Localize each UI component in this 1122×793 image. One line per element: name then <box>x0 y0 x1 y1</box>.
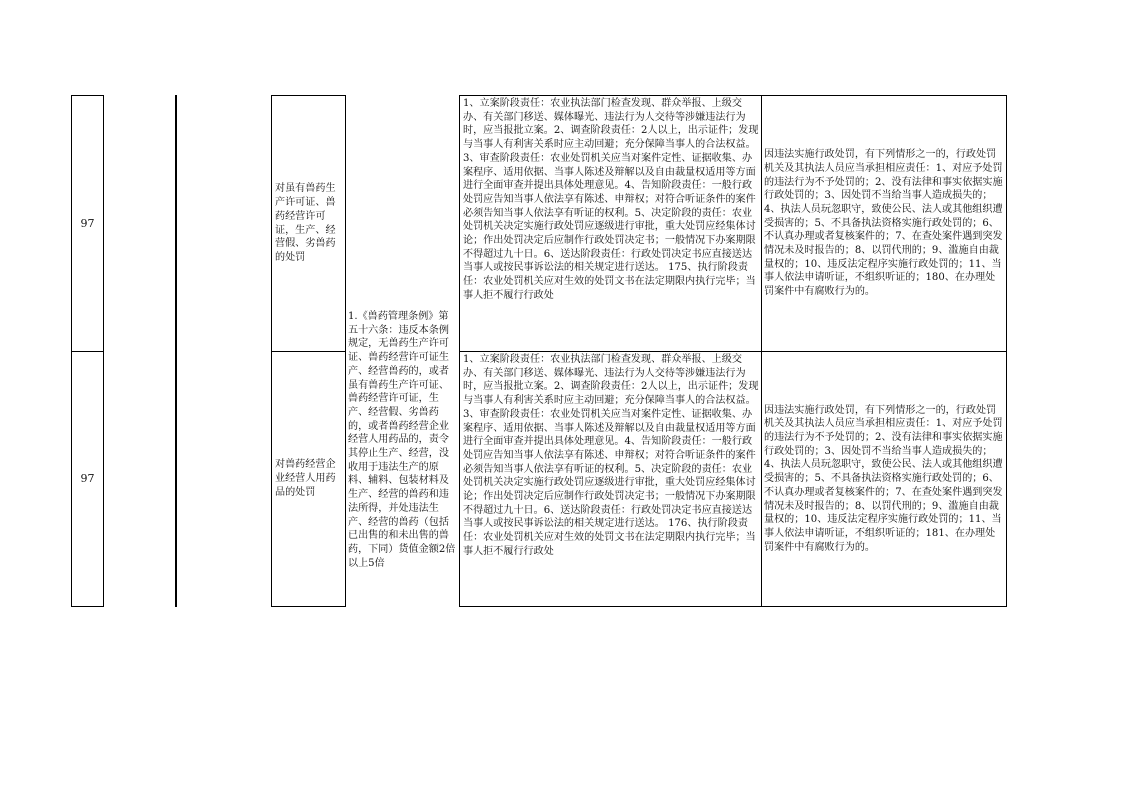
row-2-accountability <box>764 352 1004 606</box>
row-1-number <box>72 96 103 351</box>
row-2-number-text: 97 <box>80 472 95 486</box>
legal-basis <box>348 310 458 608</box>
row-2-responsibility-text: 1、立案阶段责任：农业执法部门检查发现、群众举报、上级交办、有关部门移送、媒体曝光、违法行为人交待等涉嫌违法行为时，应当报批立案。2、调查阶段责任：2人以上，出示证件；发现与当事人有利害关系时应主动回避；充分保障当事人的合法权益。3、审查阶段责任：农业处罚机关应当对案件定性、证据收集、办案程序、适用依据、当事人陈述及辩解以及自由裁量权适用等方面进行全面审查并提出具体处理意见。4、告知阶段责任：一般行政处罚应告知当事人依法享有陈述、申辩权；对符合听证条件的案件必须告知当事人依法享有听证的权利。5、决定阶段的责任：农业处罚机关决定实施行政处罚应逐级进行审批，重大处罚应经集体讨论；作出处罚决定后应制作行政处罚决定书；一般情况下办案期限不得超过九十日。6、送达阶段责任：行政处罚决定书应直接送达当事人或按民事诉讼法的相关规定进行送达。 176、执行阶段责任：农业处罚机关应对生效的处罚文书在法定期限内执行完毕；当事人拒不履行行政处 <box>463 354 759 557</box>
table-border <box>175 95 177 607</box>
row-1-responsibility-text: 1、立案阶段责任：农业执法部门检查发现、群众举报、上级交办、有关部门移送、媒体曝光、违法行为人交待等涉嫌违法行为时，应当报批立案。2、调查阶段责任：2人以上，出示证件；发现与当事人有利害关系时应主动回避；充分保障当事人的合法权益。3、审查阶段责任：农业处罚机关应当对案件定性、证据收集、办案程序、适用依据、当事人陈述及辩解以及自由裁量权适用等方面进行全面审查并提出具体处理意见。4、告知阶段责任：一般行政处罚应告知当事人依法享有陈述、申辩权；对符合听证条件的案件必须告知当事人依法享有听证的权利。5、决定阶段的责任：农业处罚机关决定实施行政处罚应逐级进行审批，重大处罚应经集体讨论；作出处罚决定后应制作行政处罚决定书；一般情况下办案期限不得超过九十日。6、送达阶段责任：行政处罚决定书应直接送达当事人或按民事诉讼法的相关规定进行送达。 175、执行阶段责任：农业处罚机关应对生效的处罚文书在法定期限内执行完毕；当事人拒不履行行政处 <box>463 98 759 301</box>
legal-basis-text: 1.《兽药管理条例》第五十六条：违反本条例规定，无兽药生产许可证、兽药经营许可证生产、经营兽药的，或者虽有兽药生产许可证、兽药经营许可证，生产、经营假、劣兽药的，或者兽药经营企业经营人用药品的，责令其停止生产、经营，没收用于违法生产的原料、辅料、包装材料及生产、经营的兽药和违法所得，并处违法生产、经营的兽药（包括已出售的和未出售的兽药，下同）货值金额2倍以上5倍 <box>348 311 456 569</box>
row-2-responsibility <box>463 353 759 606</box>
table-border <box>71 606 104 607</box>
row-1-number-text: 97 <box>80 216 95 230</box>
row-1-item-text: 对虽有兽药生产许可证、兽药经营许可证，生产、经营假、劣兽药的处罚 <box>275 183 336 263</box>
row-2-number <box>72 352 103 606</box>
row-2-item-text: 对兽药经营企业经营人用药品的处罚 <box>275 459 336 498</box>
row-1-item <box>275 96 343 351</box>
row-1-accountability <box>764 96 1004 351</box>
row-1-accountability-text: 因违法实施行政处罚，有下列情形之一的，行政处罚机关及其执法人员应当承担相应责任：1、对应予处罚的违法行为不予处罚的；2、没有法律和事实依据实施行政处罚的；3、因处罚不当给当事人造成损失的； 4、执法人员玩忽职守，致使公民、法人或其他组织遭受损害的；5、不具备执法资格实施行政处罚的；6、不认真办理或者复核案件的；7、在查处案件遇到突发情况未及时报告的；8、以罚代刑的；9、滥施自由裁量权的；10、违反法定程序实施行政处罚的；11、当事人依法申请听证，不组织听证的；180、在办理处罚案件中有腐败行为的。 <box>764 149 1003 298</box>
table-border <box>459 606 1007 607</box>
table-border <box>271 606 346 607</box>
row-1-responsibility <box>463 97 759 351</box>
row-2-accountability-text: 因违法实施行政处罚，有下列情形之一的，行政处罚机关及其执法人员应当承担相应责任：1、对应予处罚的违法行为不予处罚的；2、没有法律和事实依据实施行政处罚的；3、因处罚不当给当事人造成损失的； 4、执法人员玩忽职守，致使公民、法人或其他组织遭受损害的；5、不具备执法资格实施行政处罚的；6、不认真办理或者复核案件的；7、在查处案件遇到突发情况未及时报告的；8、以罚代刑的；9、滥施自由裁量权的；10、违反法定程序实施行政处罚的；11、当事人依法申请听证，不组织听证的；181、在办理处罚案件中有腐败行为的。 <box>764 404 1003 553</box>
row-2-item <box>275 352 343 606</box>
